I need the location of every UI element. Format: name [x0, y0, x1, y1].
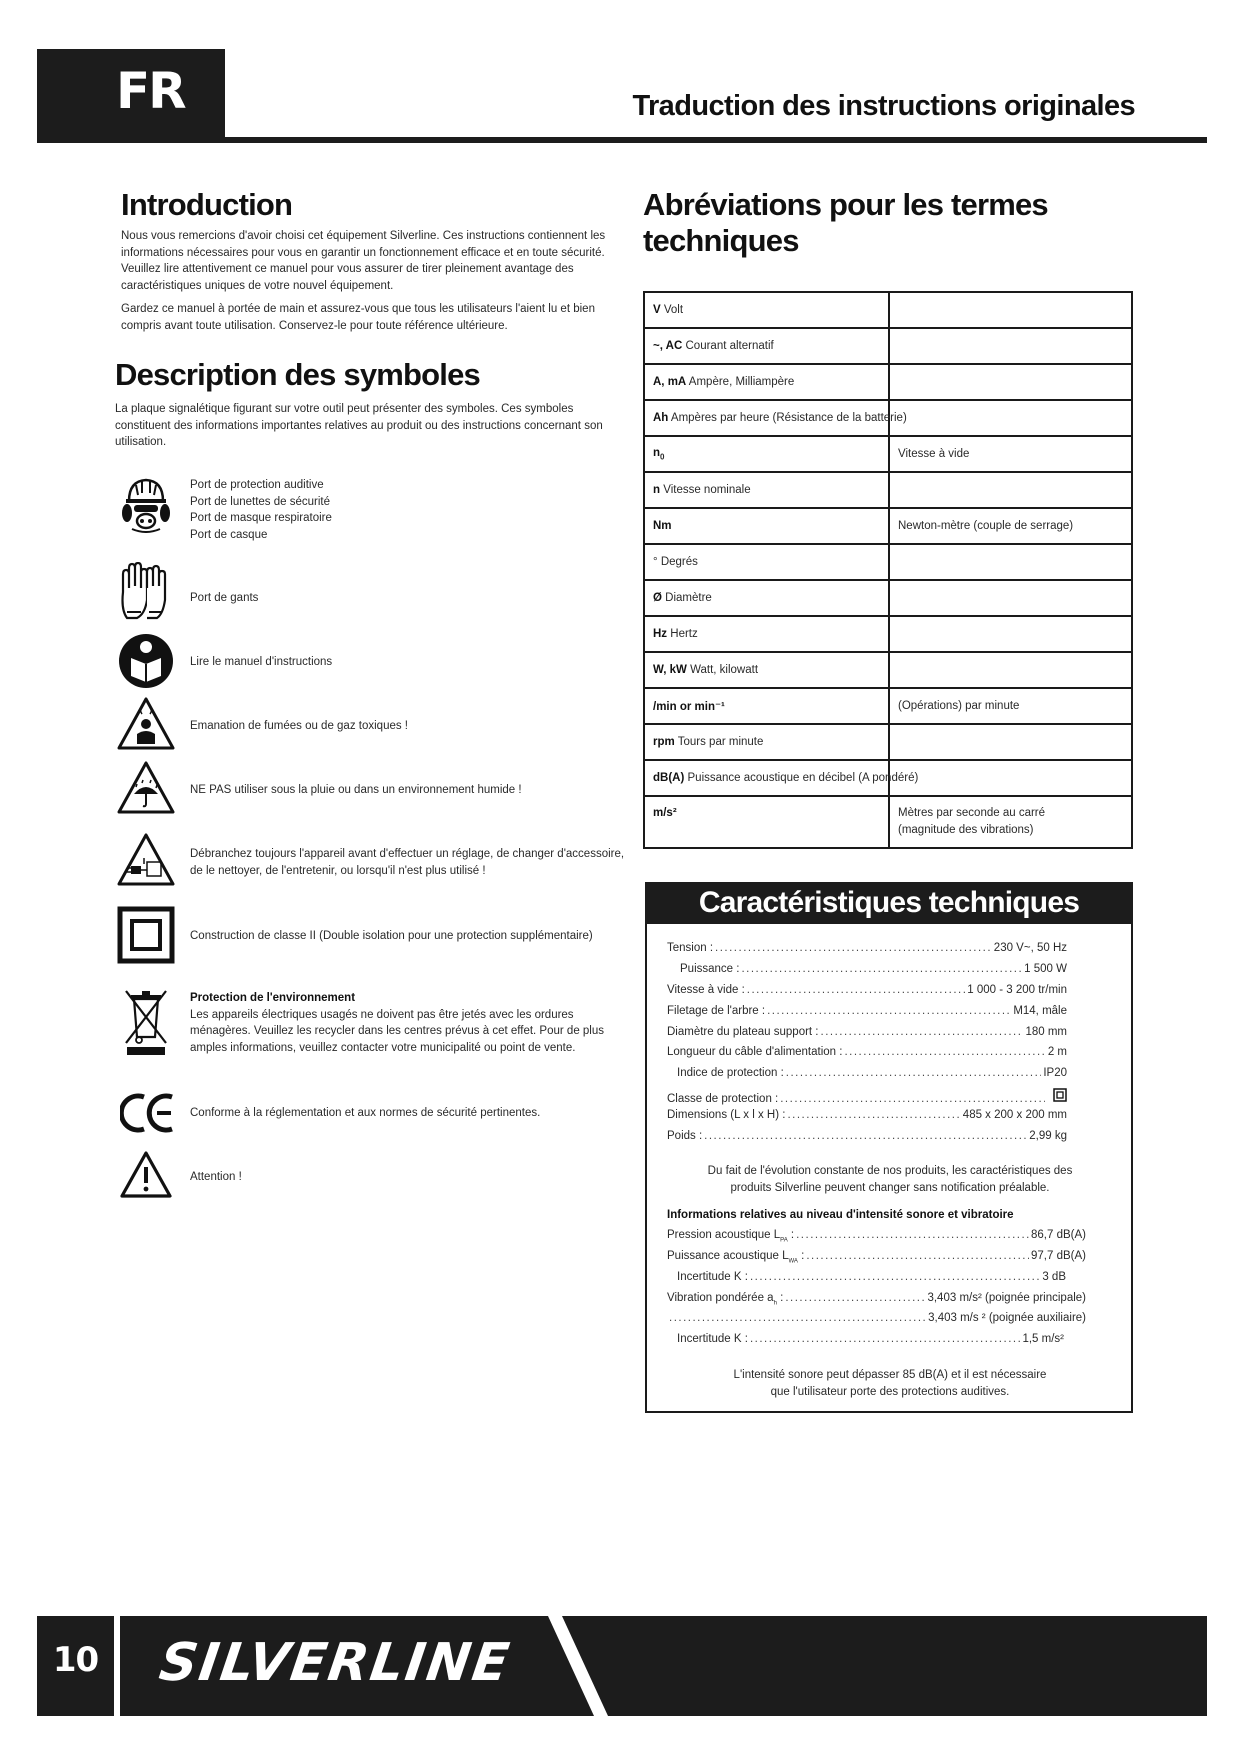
table-row: Nm Newton-mètre (couple de serrage) — [644, 508, 1132, 544]
introduction-heading: Introduction — [121, 187, 293, 222]
spec-row: Poids : ..... 2,99 kg — [667, 1130, 1067, 1142]
spec-row: Diamètre du plateau support : ..... 180 mm — [667, 1026, 1067, 1038]
table-row: $n_0$ Vitesse à vide — [644, 436, 1132, 472]
introduction-body — [121, 228, 621, 334]
symbol-description — [190, 718, 408, 735]
brand-slash-icon — [548, 1616, 608, 1716]
table-row: n Vitesse nominale — [644, 472, 1132, 508]
intro-line: Veuillez lire attentivement ce manuel pour vous assurer de tirer pleinement avantage des — [121, 263, 574, 276]
symbol-line: amples informations, veuillez contacter votre municipalité ou point de vente. — [190, 1042, 576, 1055]
symbol-line: Les appareils électriques usagés ne doivent pas être jetés avec les ordures — [190, 1008, 574, 1021]
noise-row: Vibration pondérée $a_h$ : ..... 3,403 m/s² (poignée principale) — [667, 1292, 1086, 1306]
intro-line: Nous vous remercions d'avoir choisi cet équipement Silverline. Ces instructions contiennent les — [121, 230, 606, 242]
symbol-line: Port de protection auditive — [190, 479, 324, 491]
rain-warning-icon — [117, 760, 175, 818]
symbol-description — [190, 1105, 540, 1122]
symbol-line: Port de masque respiratoire — [190, 512, 332, 525]
abbreviations-table — [643, 291, 1133, 849]
symbol-line: NE PAS utiliser sous la pluie ou dans un environnement humide ! — [190, 784, 522, 796]
table-row: Hz Hertz — [644, 616, 1132, 652]
symbol-description — [190, 590, 258, 607]
spec-row: Vitesse à vide : ..... 1 000 - 3 200 tr/min — [667, 984, 1067, 996]
class-ii-small-icon — [1053, 1088, 1067, 1102]
symbol-description — [190, 782, 522, 799]
symbol-line: Lire le manuel d'instructions — [190, 656, 333, 668]
intro-line: caractéristiques uniques de votre nouvel équipement. — [121, 280, 394, 293]
table-row: V Volt — [644, 292, 1132, 328]
noise-row: Pression acoustique $L_{PA}$ : ..... 86,7 dB(A) — [667, 1229, 1086, 1243]
symbol-line: Port de casque — [190, 529, 268, 542]
page-number: 10 — [52, 1640, 99, 1680]
symbol-line: Port de lunettes de sécurité — [190, 495, 330, 508]
footer-separator — [114, 1616, 120, 1716]
symbol-line: Conforme à la réglementation et aux normes de sécurité pertinentes. — [190, 1107, 541, 1119]
intro-line: informations nécessaires pour vous en garantir un fonctionnement efficace et en toute sécurité. — [121, 246, 605, 259]
abbreviations-heading — [643, 187, 1048, 259]
noise-footer-note — [700, 1367, 1080, 1401]
unplug-warning-icon — [117, 832, 175, 890]
table-row: rpm Tours par minute — [644, 724, 1132, 760]
specs-note — [700, 1163, 1080, 1197]
table-row: /min or min⁻¹ (Opérations) par minute — [644, 688, 1132, 724]
symbol-title: Protection de l'environnement — [190, 992, 356, 1004]
symbol-description — [190, 1169, 242, 1186]
symbol-line: de le nettoyer, de l'entretenir, ou lorsqu'il n'est plus utilisé ! — [190, 864, 486, 877]
symbol-line: Attention ! — [190, 1171, 242, 1183]
noise-note-line: que l'utilisateur porte des protections auditives. — [770, 1386, 1010, 1398]
noise-row: Incertitude K : ..... 3 dB — [677, 1271, 1066, 1283]
table-row: Ø Diamètre — [644, 580, 1132, 616]
class-ii-icon — [117, 906, 175, 964]
symbol-description — [190, 928, 593, 945]
symbol-line: ménagères. Veuillez les recycler dans les centres prévus à cet effet. Pour de plus — [190, 1025, 605, 1038]
brand-logo: SILVERLINE — [155, 1633, 515, 1693]
symbol-description — [190, 477, 332, 544]
specs-note-line: Du fait de l'évolution constante de nos produits, les caractéristiques des — [707, 1165, 1073, 1177]
attention-icon — [119, 1150, 173, 1200]
symbols-intro-line: utilisation. — [115, 436, 167, 449]
intro-line: compris avant toute utilisation. Conservez-le pour toute référence ultérieure. — [121, 319, 508, 332]
weee-bin-icon — [122, 985, 170, 1057]
gloves-icon — [115, 562, 173, 620]
symbol-line: Construction de classe II (Double isolation pour une protection supplémentaire) — [190, 930, 593, 942]
symbol-description — [190, 990, 604, 1057]
table-row: m/s² Mètres par seconde au carré (magnitude des vibrations) — [644, 796, 1132, 848]
intro-line: Gardez ce manuel à portée de main et assurez-vous que tous les utilisateurs l'aient lu et bien — [121, 302, 595, 315]
symbol-line: Emanation de fumées ou de gaz toxiques ! — [190, 720, 409, 732]
table-row: ° Degrés — [644, 544, 1132, 580]
spec-row: Indice de protection : ..... IP20 — [677, 1067, 1067, 1079]
toxic-fumes-icon — [117, 696, 175, 754]
symbol-line: Débranchez toujours l'appareil avant d'effectuer un réglage, de changer d'accessoire, — [190, 848, 625, 860]
spec-row: Longueur du câble d'alimentation : ..... 2 m — [667, 1046, 1067, 1058]
table-row: Ah Ampères par heure (Résistance de la batterie) — [644, 400, 1132, 436]
table-row: W, kW Watt, kilowatt — [644, 652, 1132, 688]
header-rule — [37, 137, 1207, 143]
symbol-line: Port de gants — [190, 592, 259, 604]
spec-row: Tension : ..... 230 V~, 50 Hz — [667, 942, 1067, 954]
abbreviations-heading-line: techniques — [643, 223, 799, 258]
abbreviations-heading-line: Abréviations pour les termes — [643, 187, 1048, 222]
specs-heading: Caractéristiques techniques — [645, 882, 1133, 924]
spec-row: Puissance : ..... 1 500 W — [680, 963, 1067, 975]
read-manual-icon — [117, 632, 175, 690]
noise-row: Incertitude K : ..... 1,5 m/s² — [677, 1333, 1064, 1345]
symbols-intro-line: La plaque signalétique figurant sur votre outil peut présenter des symboles. Ces symboles — [115, 403, 574, 415]
symbol-description — [190, 846, 624, 879]
noise-row: ..... 3,403 m/s ² (poignée auxiliaire) — [667, 1312, 1086, 1324]
noise-heading: Informations relatives au niveau d'intensité sonore et vibratoire — [667, 1209, 1014, 1221]
spec-row: Dimensions (L x l x H) : ..... 485 x 200 x 200 mm — [667, 1109, 1067, 1121]
table-row: ~, AC Courant alternatif — [644, 328, 1132, 364]
symbols-intro-line: constituent des informations importantes relatives au produit ou des instructions concernant son — [115, 419, 603, 432]
table-row: A, mA Ampère, Milliampère — [644, 364, 1132, 400]
ce-mark-icon — [120, 1092, 176, 1134]
symbols-heading: Description des symboles — [115, 357, 480, 392]
noise-note-line: L'intensité sonore peut dépasser 85 dB(A) et il est nécessaire — [733, 1369, 1047, 1381]
page-title: Traduction des instructions originales — [632, 90, 1135, 122]
ppe-icon — [117, 475, 175, 533]
symbol-description — [190, 654, 332, 671]
specs-note-line: produits Silverline peuvent changer sans notification préalable. — [730, 1182, 1050, 1194]
noise-row: Puissance acoustique $L_{WA}$ : ..... 97,7 dB(A) — [667, 1250, 1086, 1264]
spec-row: Filetage de l'arbre : ..... M14, mâle — [667, 1005, 1067, 1017]
table-row: dB(A) Puissance acoustique en décibel (A pondéré) — [644, 760, 1132, 796]
spec-row: Classe de protection : ..... — [667, 1088, 1067, 1105]
symbols-intro — [115, 401, 615, 451]
language-code: FR — [116, 62, 185, 120]
